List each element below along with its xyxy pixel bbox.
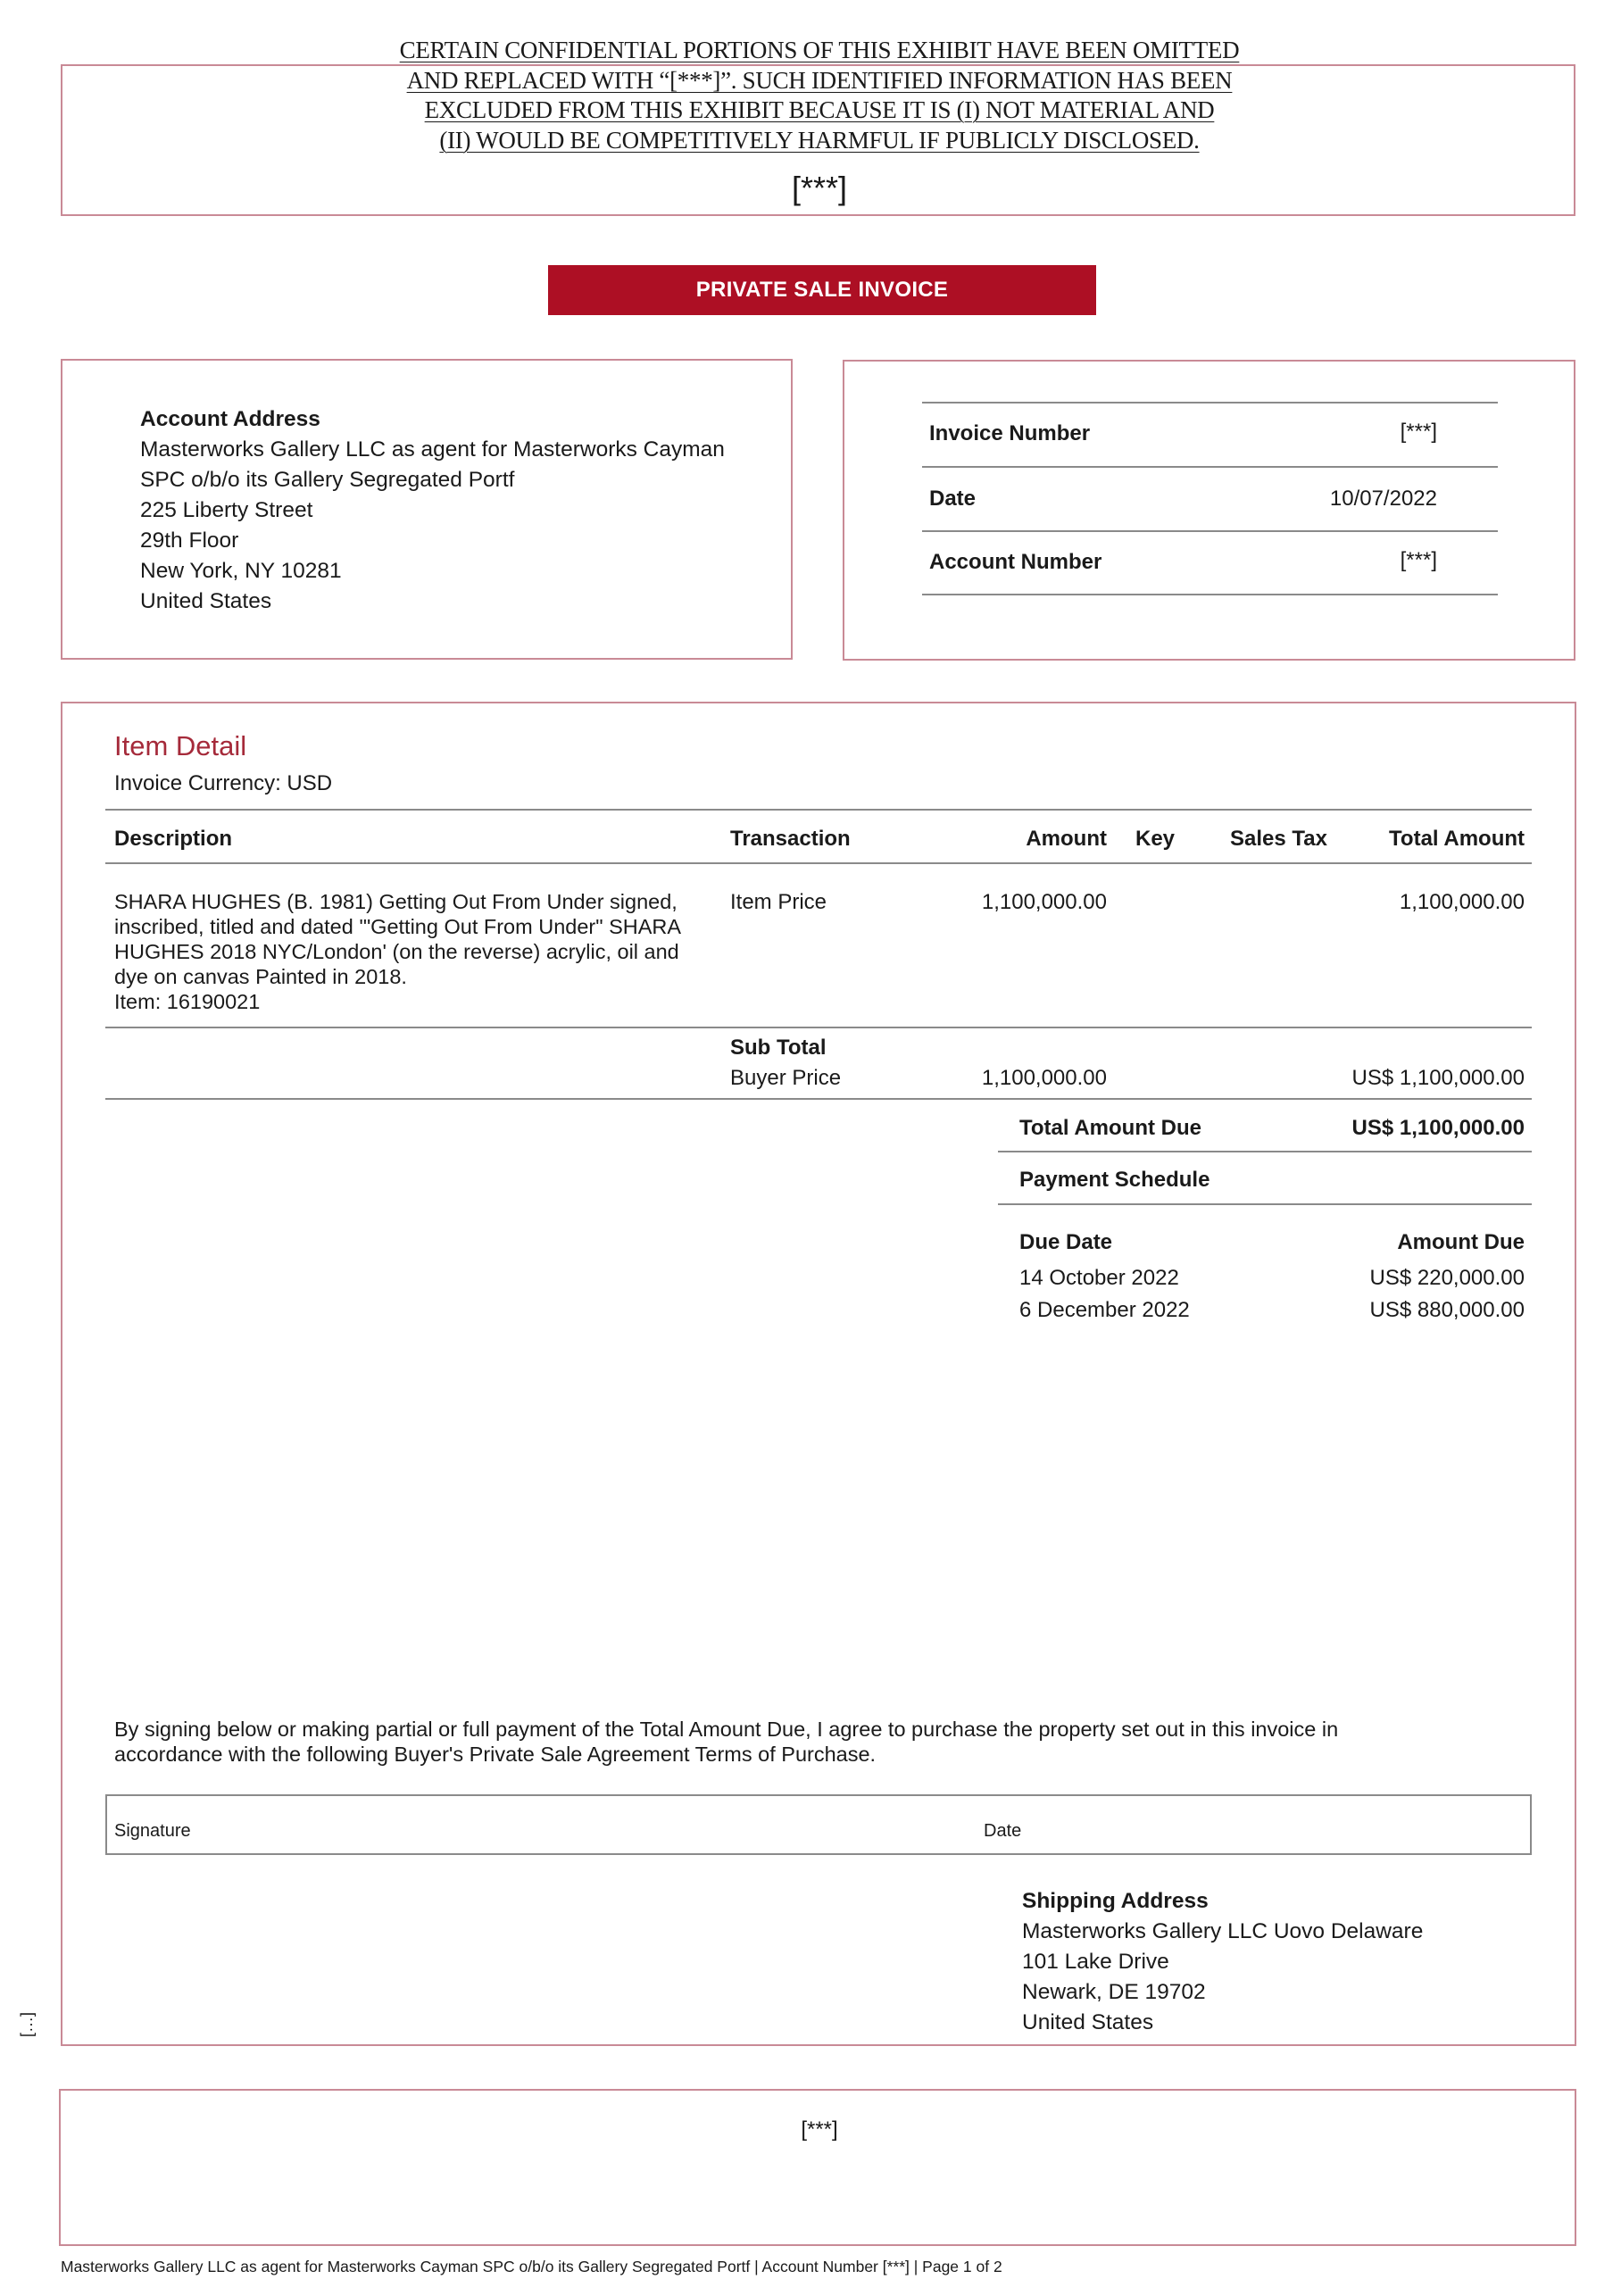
column-header-sales-tax: Sales Tax — [1230, 827, 1327, 851]
legend-line: AND REPLACED WITH “[***]”. SUCH IDENTIFIED INFORMATION HAS BEEN — [406, 66, 1233, 94]
divider — [922, 466, 1498, 468]
agreement-line: By signing below or making partial or full payment of the Total Amount Due, I agree to purchase the property set out in this invoice in — [114, 1718, 1339, 1741]
account-number-value: [***] — [1400, 548, 1437, 572]
date-label: Date — [929, 487, 977, 511]
table-top-rule — [105, 809, 1532, 811]
shipping-address-line: United States — [1022, 2010, 1154, 2034]
legend-line: (II) WOULD BE COMPETITIVELY HARMFUL IF PUBLICLY DISCLOSED. — [439, 126, 1200, 154]
account-number-label: Account Number — [929, 550, 1102, 574]
schedule-date: 14 October 2022 — [1019, 1266, 1179, 1290]
address-line: 29th Floor — [140, 528, 239, 553]
divider — [922, 402, 1498, 403]
confidentiality-legend — [268, 36, 1371, 155]
payment-schedule-title: Payment Schedule — [1019, 1168, 1210, 1192]
row-total-amount: 1,100,000.00 — [1399, 890, 1525, 914]
legend-line: EXCLUDED FROM THIS EXHIBIT BECAUSE IT IS (I) NOT MATERIAL AND — [424, 96, 1215, 123]
address-line: Masterworks Gallery LLC as agent for Masterworks Cayman — [140, 437, 725, 462]
signature-label: Signature — [114, 1821, 191, 1841]
purchase-agreement-text — [114, 1717, 1507, 1767]
agreement-line: accordance with the following Buyer's Private Sale Agreement Terms of Purchase. — [114, 1743, 877, 1766]
invoice-number-label: Invoice Number — [929, 421, 1091, 445]
invoice-title-banner: PRIVATE SALE INVOICE — [548, 265, 1096, 315]
date-value: 10/07/2022 — [1329, 487, 1437, 511]
column-header-transaction: Transaction — [730, 827, 851, 851]
column-header-total-amount: Total Amount — [1389, 827, 1525, 851]
total-amount-due-value: US$ 1,100,000.00 — [1351, 1116, 1525, 1140]
side-redaction-mark: […] — [18, 2011, 36, 2037]
divider — [922, 594, 1498, 595]
description-line: dye on canvas Painted in 2018. — [114, 965, 407, 988]
shipping-address — [1022, 1886, 1423, 2038]
row-amount: 1,100,000.00 — [981, 890, 1107, 914]
legend-line: CERTAIN CONFIDENTIAL PORTIONS OF THIS EXHIBIT HAVE BEEN OMITTED — [399, 37, 1240, 63]
legend-redaction-mark: [***] — [791, 170, 848, 206]
invoice-number-value: [***] — [1400, 420, 1437, 444]
address-line: 225 Liberty Street — [140, 498, 313, 522]
description-line: Item: 16190021 — [114, 990, 261, 1013]
subtotal-label: Sub Total — [730, 1036, 827, 1060]
item-detail-title: Item Detail — [114, 730, 247, 761]
total-amount-due-label: Total Amount Due — [1019, 1116, 1201, 1140]
footer-redaction-mark: [***] — [801, 2117, 838, 2142]
schedule-amount: US$ 220,000.00 — [1369, 1266, 1525, 1290]
subtotal-total-amount: US$ 1,100,000.00 — [1351, 1066, 1525, 1090]
description-line: SHARA HUGHES (B. 1981) Getting Out From Under signed, — [114, 890, 677, 913]
schedule-amount: US$ 880,000.00 — [1369, 1298, 1525, 1322]
signature-box[interactable] — [105, 1794, 1532, 1855]
column-header-key: Key — [1135, 827, 1176, 851]
due-date-header: Due Date — [1019, 1230, 1113, 1254]
invoice-currency: Invoice Currency: USD — [114, 771, 333, 795]
address-line: United States — [140, 589, 272, 613]
footer-box — [59, 2089, 1576, 2246]
column-header-amount: Amount — [1026, 827, 1107, 851]
address-line: New York, NY 10281 — [140, 559, 342, 583]
item-description — [114, 889, 730, 1014]
subtotal-transaction: Buyer Price — [730, 1066, 842, 1090]
account-address-heading: Account Address — [140, 407, 320, 431]
shipping-address-line: 101 Lake Drive — [1022, 1950, 1169, 1974]
subtotal-top-rule — [105, 1027, 1532, 1028]
amount-due-header: Amount Due — [1397, 1230, 1525, 1254]
description-line: HUGHES 2018 NYC/London' (on the reverse) acrylic, oil and — [114, 940, 679, 963]
description-line: inscribed, titled and dated '"Getting Out From Under" SHARA — [114, 915, 682, 938]
shipping-address-line: Masterworks Gallery LLC Uovo Delaware — [1022, 1919, 1424, 1943]
page-footer: Masterworks Gallery LLC as agent for Masterworks Cayman SPC o/b/o its Gallery Segregated Portf | Account Number [***] | Page 1 of 2 — [61, 2258, 1002, 2275]
total-due-rule — [998, 1151, 1532, 1152]
divider — [922, 530, 1498, 532]
payment-schedule-rule — [998, 1203, 1532, 1205]
account-address — [140, 404, 725, 617]
address-line: SPC o/b/o its Gallery Segregated Portf — [140, 468, 515, 492]
column-header-description: Description — [114, 827, 233, 851]
subtotal-amount: 1,100,000.00 — [981, 1066, 1107, 1090]
table-header-rule — [105, 862, 1532, 864]
subtotal-bottom-rule — [105, 1098, 1532, 1100]
schedule-date: 6 December 2022 — [1019, 1298, 1190, 1322]
shipping-address-line: Newark, DE 19702 — [1022, 1980, 1206, 2004]
row-transaction: Item Price — [730, 890, 827, 914]
shipping-address-heading: Shipping Address — [1022, 1889, 1209, 1913]
signature-date-label: Date — [984, 1821, 1022, 1841]
